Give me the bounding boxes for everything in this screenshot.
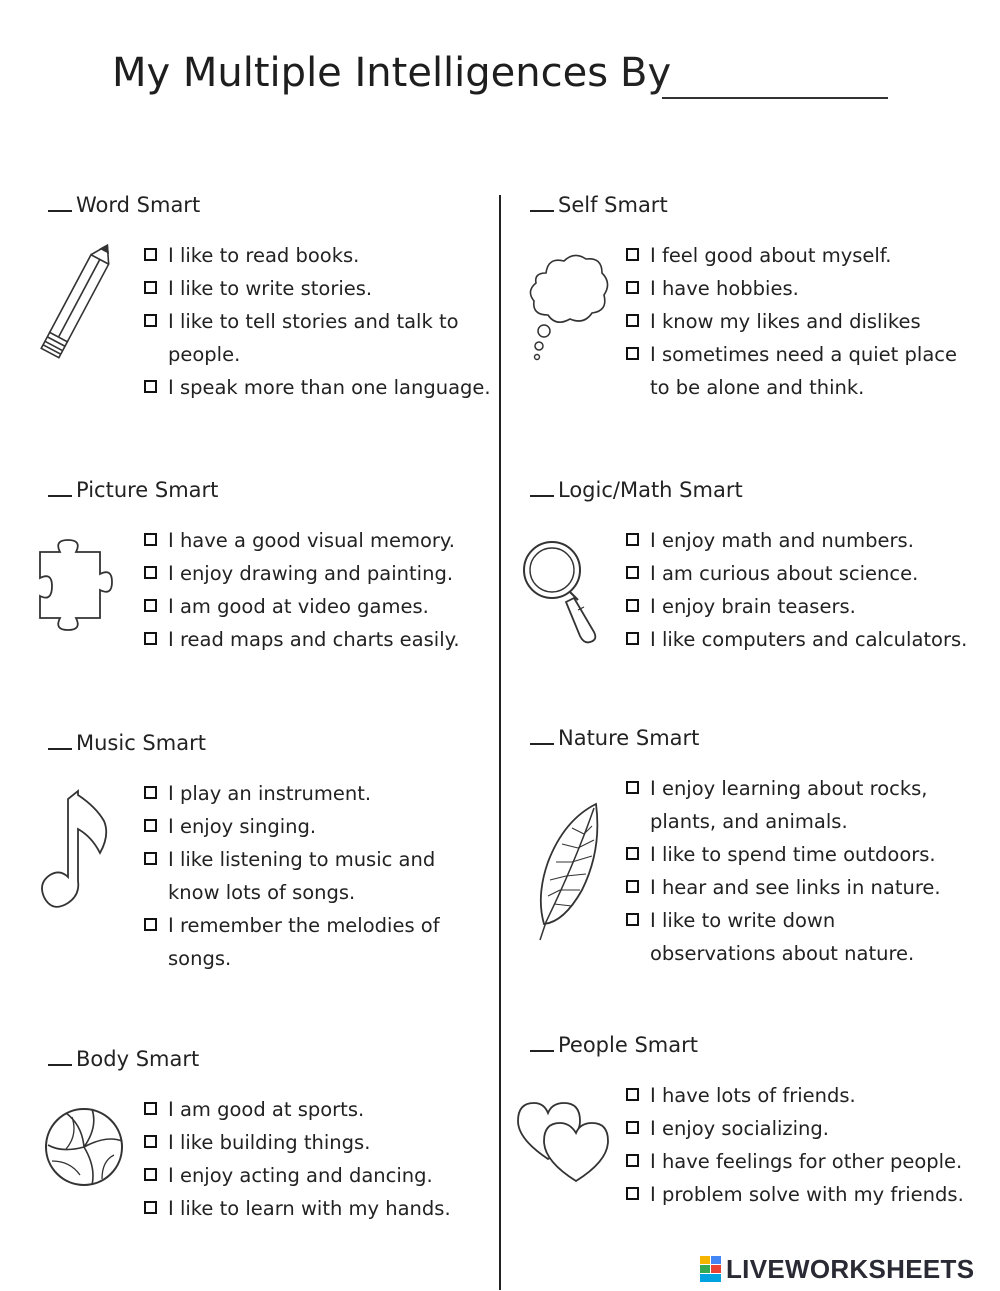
checkbox[interactable]: [144, 314, 157, 327]
list-item: I enjoy learning about rocks,: [626, 772, 941, 805]
list-item: I remember the melodies of: [144, 909, 440, 942]
list-item: I have hobbies.: [626, 272, 957, 305]
list-item: I speak more than one language.: [144, 371, 491, 404]
list-item: I am good at sports.: [144, 1093, 451, 1126]
thought-cloud-icon: [528, 251, 610, 369]
list-item: I like building things.: [144, 1126, 451, 1159]
checkbox[interactable]: [626, 781, 639, 794]
checkbox[interactable]: [626, 347, 639, 360]
picture-smart-list: [144, 524, 460, 656]
section-music-smart: [48, 731, 488, 991]
checkbox[interactable]: [626, 847, 639, 860]
section-body-smart: [48, 1047, 488, 1247]
list-item: I like to write down: [626, 904, 941, 937]
checkbox[interactable]: [144, 1135, 157, 1148]
checkbox[interactable]: [144, 1168, 157, 1181]
list-item: I like to read books.: [144, 239, 491, 272]
self-smart-list: [626, 239, 957, 404]
list-item-continuation: know lots of songs.: [168, 881, 356, 904]
list-item: I like to learn with my hands.: [144, 1192, 451, 1225]
list-item: I play an instrument.: [144, 777, 440, 810]
liveworksheets-logo-text: LIVEWORKSHEETS: [726, 1253, 975, 1284]
list-item: I problem solve with my friends.: [626, 1178, 964, 1211]
list-item: I enjoy socializing.: [626, 1112, 964, 1145]
checkbox[interactable]: [626, 1187, 639, 1200]
picture-smart-blank[interactable]: [48, 495, 72, 497]
picture-smart-title: Picture Smart: [76, 478, 219, 502]
section-people-smart: [530, 1033, 970, 1233]
leaf-icon: [532, 800, 606, 944]
section-self-smart: [530, 193, 970, 443]
checkbox[interactable]: [626, 1121, 639, 1134]
list-item: I enjoy acting and dancing.: [144, 1159, 451, 1192]
checkbox[interactable]: [626, 281, 639, 294]
checkbox[interactable]: [144, 1201, 157, 1214]
checkbox[interactable]: [144, 248, 157, 261]
checkbox[interactable]: [626, 599, 639, 612]
nature-smart-list: [626, 772, 941, 970]
pencil-icon: [34, 243, 114, 373]
list-item: I like to write stories.: [144, 272, 491, 305]
checkbox[interactable]: [144, 380, 157, 393]
section-logic-math-smart: [530, 478, 970, 678]
music-smart-title: Music Smart: [76, 731, 206, 755]
page-title: My Multiple Intelligences: [112, 50, 609, 96]
list-item: I like to spend time outdoors.: [626, 838, 941, 871]
checkbox[interactable]: [144, 786, 157, 799]
list-item: I have lots of friends.: [626, 1079, 964, 1112]
self-smart-title: Self Smart: [558, 193, 668, 217]
word-smart-title: Word Smart: [76, 193, 201, 217]
list-item: I enjoy drawing and painting.: [144, 557, 460, 590]
list-item-continuation: to be alone and think.: [650, 376, 865, 399]
checkbox[interactable]: [626, 314, 639, 327]
checkbox[interactable]: [626, 913, 639, 926]
people-smart-blank[interactable]: [530, 1050, 554, 1052]
checkbox[interactable]: [144, 566, 157, 579]
checkbox[interactable]: [626, 632, 639, 645]
list-item-continuation: songs.: [168, 947, 232, 970]
list-item: I enjoy singing.: [144, 810, 440, 843]
checkbox[interactable]: [144, 819, 157, 832]
liveworksheets-logo-icon: [700, 1256, 722, 1282]
list-item: I like listening to music and: [144, 843, 440, 876]
checkbox[interactable]: [144, 533, 157, 546]
self-smart-blank[interactable]: [530, 210, 554, 212]
body-smart-title: Body Smart: [76, 1047, 200, 1071]
checkbox[interactable]: [144, 852, 157, 865]
body-smart-blank[interactable]: [48, 1064, 72, 1066]
list-item: I hear and see links in nature.: [626, 871, 941, 904]
logic-math-smart-title: Logic/Math Smart: [558, 478, 743, 502]
list-item: I am good at video games.: [144, 590, 460, 623]
checkbox[interactable]: [144, 1102, 157, 1115]
column-divider: [499, 195, 501, 1290]
checkbox[interactable]: [626, 1154, 639, 1167]
word-smart-list: [144, 239, 491, 404]
volleyball-icon: [42, 1105, 126, 1189]
hearts-icon: [514, 1099, 610, 1185]
checkbox[interactable]: [144, 281, 157, 294]
list-item: I like to tell stories and talk to: [144, 305, 491, 338]
people-smart-title: People Smart: [558, 1033, 698, 1057]
checkbox[interactable]: [144, 599, 157, 612]
logic-math-smart-list: [626, 524, 967, 656]
checkbox[interactable]: [626, 248, 639, 261]
list-item: I enjoy brain teasers.: [626, 590, 967, 623]
list-item-continuation: plants, and animals.: [650, 810, 848, 833]
section-word-smart: [48, 193, 491, 443]
liveworksheets-logo: [700, 1252, 974, 1286]
people-smart-list: [626, 1079, 964, 1211]
nature-smart-title: Nature Smart: [558, 726, 700, 750]
list-item: I have feelings for other people.: [626, 1145, 964, 1178]
checkbox[interactable]: [626, 533, 639, 546]
magnifying-glass-icon: [520, 538, 604, 650]
checkbox[interactable]: [626, 566, 639, 579]
list-item: I like computers and calculators.: [626, 623, 967, 656]
list-item: I feel good about myself.: [626, 239, 957, 272]
puzzle-piece-icon: [32, 538, 122, 632]
checkbox[interactable]: [626, 880, 639, 893]
list-item: I enjoy math and numbers.: [626, 524, 967, 557]
list-item: I am curious about science.: [626, 557, 967, 590]
list-item: I sometimes need a quiet place: [626, 338, 957, 371]
checkbox[interactable]: [626, 1088, 639, 1101]
section-nature-smart: [530, 726, 970, 986]
by-label: By: [620, 50, 672, 96]
music-smart-list: [144, 777, 440, 975]
body-smart-list: [144, 1093, 451, 1225]
checkbox[interactable]: [144, 918, 157, 931]
section-picture-smart: [48, 478, 488, 678]
checkbox[interactable]: [144, 632, 157, 645]
list-item-continuation: observations about nature.: [650, 942, 915, 965]
logic-math-smart-blank[interactable]: [530, 495, 554, 497]
music-note-icon: [38, 785, 114, 925]
nature-smart-blank[interactable]: [530, 743, 554, 745]
list-item-continuation: people.: [168, 343, 241, 366]
list-item: I know my likes and dislikes: [626, 305, 957, 338]
list-item: I read maps and charts easily.: [144, 623, 460, 656]
word-smart-blank[interactable]: [48, 210, 72, 212]
list-item: I have a good visual memory.: [144, 524, 460, 557]
name-blank-line[interactable]: [662, 97, 888, 99]
music-smart-blank[interactable]: [48, 748, 72, 750]
